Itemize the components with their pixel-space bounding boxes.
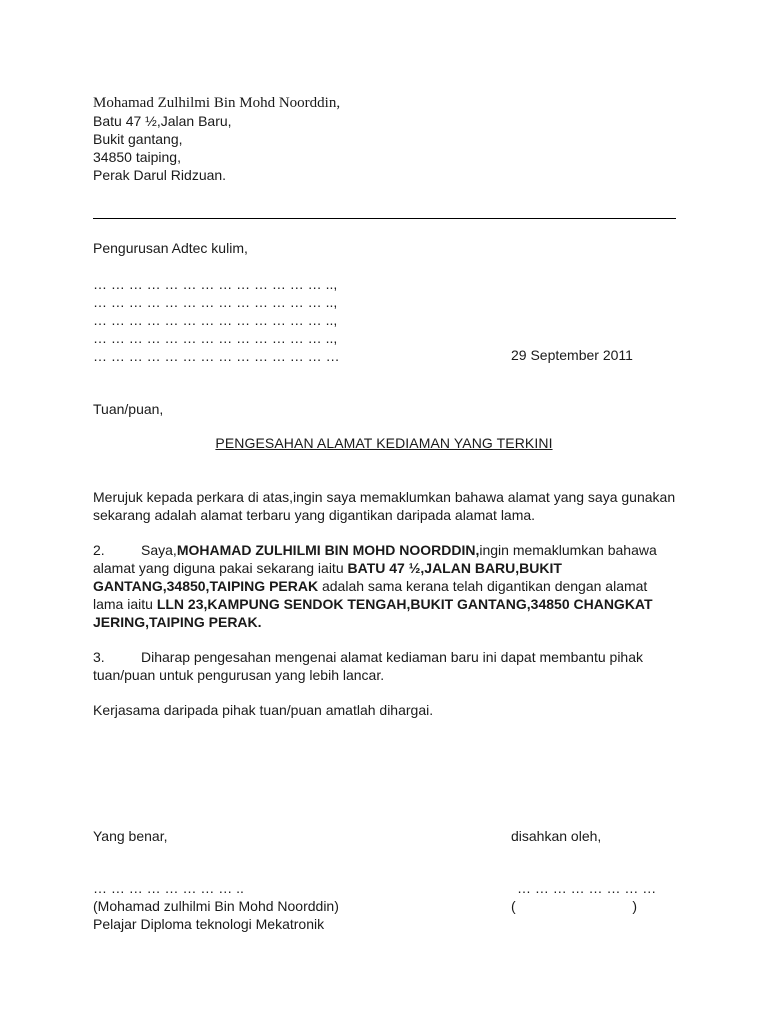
paragraph-2 bbox=[93, 541, 678, 631]
salutation: Tuan/puan, bbox=[93, 401, 164, 417]
letter-subject: PENGESAHAN ALAMAT KEDIAMAN YANG TERKINI bbox=[215, 435, 553, 451]
paragraph-number: 2. bbox=[93, 542, 105, 558]
verifier-name-blank: ( ) bbox=[511, 898, 638, 914]
recipient-dots-line: … … … … … … … … … … … … … .., bbox=[93, 330, 338, 346]
closing-sentence: Kerjasama daripada pihak tuan/puan amatlah dihargai. bbox=[93, 702, 434, 718]
new-address-bold: BATU 47 ½,JALAN BARU,BUKIT GANTANG,34850,TAIPING PERAK bbox=[93, 560, 562, 594]
paragraph-text: Diharap pengesahan mengenai alamat kediaman baru ini dapat membantu pihak tuan/puan untuk pengurusan yang lebih lancar. bbox=[93, 649, 643, 683]
recipient-dots-line: … … … … … … … … … … … … … .., bbox=[93, 276, 338, 292]
sender-address-line: 34850 taiping, bbox=[93, 149, 181, 165]
old-address-bold: LLN 23,KAMPUNG SENDOK TENGAH,BUKIT GANTANG,34850 CHANGKAT JERING,TAIPING PERAK. bbox=[93, 596, 653, 630]
sender-address-line: Bukit gantang, bbox=[93, 131, 183, 147]
signer-name: (Mohamad zulhilmi Bin Mohd Noorddin) bbox=[93, 898, 339, 914]
paragraph-text: Saya, bbox=[141, 542, 177, 558]
header-divider bbox=[93, 218, 676, 219]
sender-name: Mohamad Zulhilmi Bin Mohd Noorddin, bbox=[93, 95, 341, 111]
paragraph-number: 3. bbox=[93, 649, 105, 665]
paragraph-3 bbox=[93, 648, 678, 684]
signature-left-label: Yang benar, bbox=[93, 828, 168, 844]
signature-right-dots: … … … … … … … … bbox=[517, 880, 657, 896]
recipient-name: Pengurusan Adtec kulim, bbox=[93, 240, 248, 256]
signature-left-dots: … … … … … … … … .. bbox=[93, 880, 244, 896]
recipient-dots-line: … … … … … … … … … … … … … .., bbox=[93, 294, 338, 310]
signature-right-label: disahkan oleh, bbox=[511, 828, 602, 844]
student-name-bold: MOHAMAD ZULHILMI BIN MOHD NOORDDIN, bbox=[176, 542, 480, 558]
letter-date: 29 September 2011 bbox=[511, 347, 633, 363]
sender-address-line: Perak Darul Ridzuan. bbox=[93, 167, 227, 183]
recipient-dots-line: … … … … … … … … … … … … … … bbox=[93, 348, 340, 364]
sender-address-line: Batu 47 ½,Jalan Baru, bbox=[93, 113, 232, 129]
signer-title: Pelajar Diploma teknologi Mekatronik bbox=[93, 916, 325, 932]
paragraph-text: adalah sama kerana telah digantikan dengan alamat lama iaitu bbox=[93, 578, 648, 612]
paragraph-1: Merujuk kepada perkara di atas,ingin saya memaklumkan bahawa alamat yang saya gunakan sekarang adalah alamat terbaru yang digantikan daripada alamat lama. bbox=[93, 489, 676, 523]
paragraph-text: ingin memaklumkan bahawa alamat yang diguna pakai sekarang iaitu bbox=[93, 542, 657, 576]
recipient-dots-line: … … … … … … … … … … … … … .., bbox=[93, 312, 338, 328]
